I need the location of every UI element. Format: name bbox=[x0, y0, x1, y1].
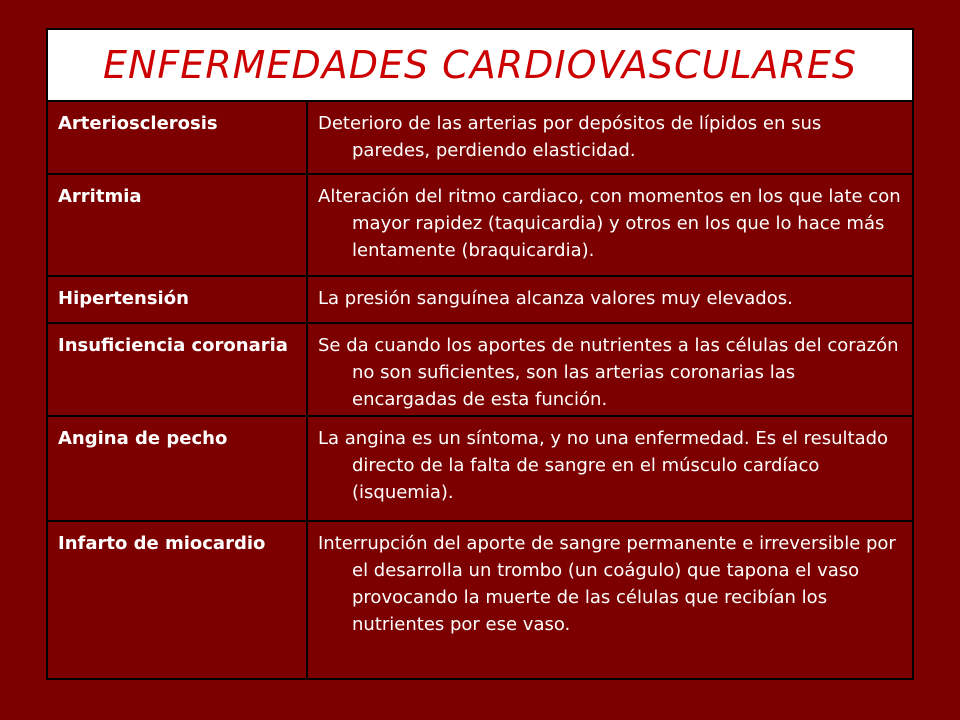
table-row bbox=[48, 277, 912, 324]
term-label: Angina de pecho bbox=[58, 428, 228, 449]
table-row bbox=[48, 175, 912, 277]
definition-cell bbox=[308, 417, 912, 520]
definition-text: Se da cuando los aportes de nutrientes a las células del corazón no son suficientes, son las arterias coronarias las encargadas de esta función. bbox=[318, 335, 899, 410]
definition-text: Alteración del ritmo cardiaco, con momentos en los que late con mayor rapidez (taquicardia) y otros en los que lo hace más lentamente (braquicardia). bbox=[318, 186, 901, 261]
term-label: Arteriosclerosis bbox=[58, 113, 218, 134]
definition-cell bbox=[308, 175, 912, 275]
definition-cell bbox=[308, 522, 912, 678]
table-title-row bbox=[48, 30, 912, 102]
table-row bbox=[48, 522, 912, 678]
table-row bbox=[48, 102, 912, 175]
table-title: ENFERMEDADES CARDIOVASCULARES bbox=[102, 43, 858, 87]
term-label: Arritmia bbox=[58, 186, 142, 207]
term-cell bbox=[48, 324, 308, 415]
table-row bbox=[48, 324, 912, 417]
diseases-table bbox=[46, 28, 914, 680]
definition-text: La presión sanguínea alcanza valores muy elevados. bbox=[318, 288, 793, 309]
definition-cell bbox=[308, 324, 912, 415]
term-label: Hipertensión bbox=[58, 288, 189, 309]
term-cell bbox=[48, 417, 308, 520]
term-label: Insuficiencia coronaria bbox=[58, 335, 288, 356]
term-cell bbox=[48, 277, 308, 322]
term-cell bbox=[48, 175, 308, 275]
term-cell bbox=[48, 522, 308, 678]
definition-cell bbox=[308, 277, 912, 322]
table-row bbox=[48, 417, 912, 522]
term-cell bbox=[48, 102, 308, 173]
definition-cell bbox=[308, 102, 912, 173]
definition-text: Interrupción del aporte de sangre permanente e irreversible por el desarrolla un trombo (un coágulo) que tapona el vaso provocando la muerte de las células que recibían los nutrientes por ese vaso. bbox=[318, 533, 896, 635]
term-label: Infarto de miocardio bbox=[58, 533, 266, 554]
definition-text: Deterioro de las arterias por depósitos de lípidos en sus paredes, perdiendo elasticidad. bbox=[318, 113, 822, 161]
definition-text: La angina es un síntoma, y no una enfermedad. Es el resultado directo de la falta de sangre en el músculo cardíaco (isquemia). bbox=[318, 428, 889, 503]
